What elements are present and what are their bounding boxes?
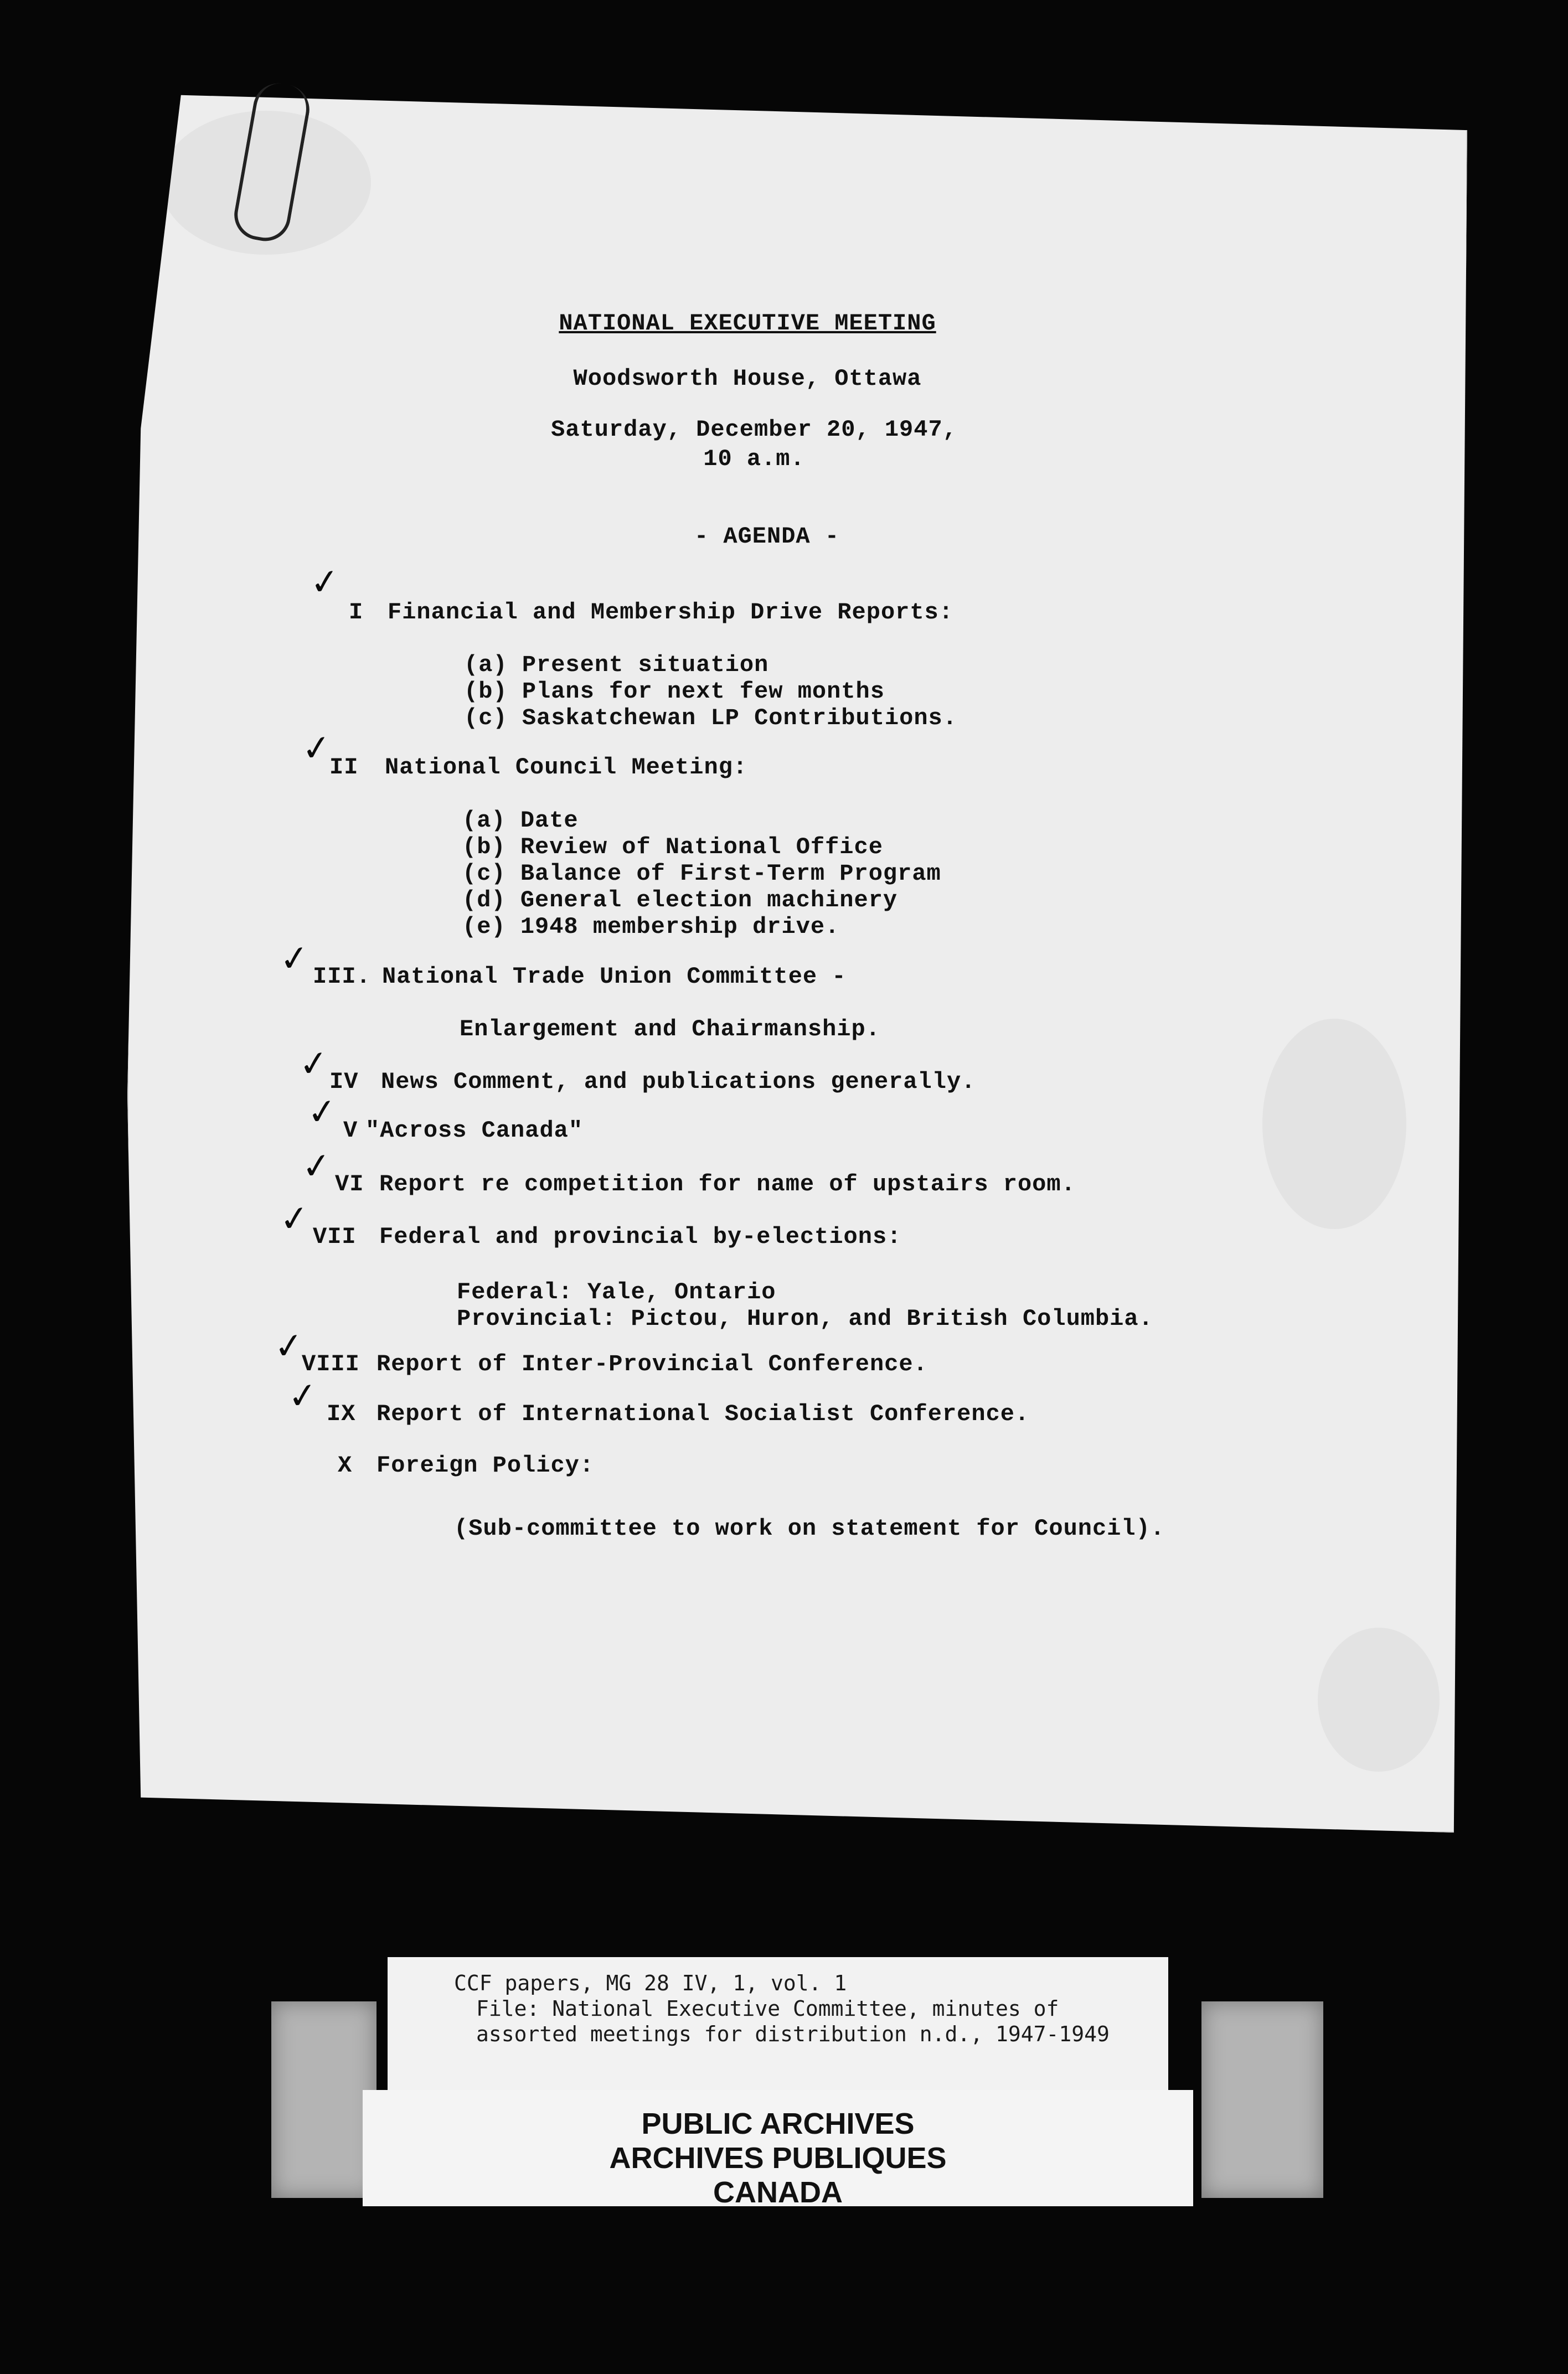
check-mark-icon: ✓ [272,1324,307,1369]
agenda-item-text: News Comment, and publications generally. [381,1069,976,1095]
agenda-numeral: I [349,599,364,626]
agenda-subitem: (b) Plans for next few months [464,678,885,705]
agenda-subitem: (a) Date [462,807,579,834]
agenda-item-text: "Across Canada" [365,1117,584,1144]
agenda-item-text: Report re competition for name of upstairs room. [379,1171,1076,1198]
agenda-numeral: VIII [302,1351,360,1377]
archive-stamp-line: CANADA [713,2176,843,2209]
agenda-numeral: V [343,1117,358,1144]
agenda-numeral: II [329,754,359,781]
meeting-date: Saturday, December 20, 1947, [551,416,957,443]
agenda-item-text: Report of International Socialist Conference. [376,1401,1030,1427]
agenda-subitem: (b) Review of National Office [462,834,883,860]
archive-stamp-line: ARCHIVES PUBLIQUES [609,2141,947,2175]
archive-label-tape-right [1201,2001,1323,2198]
agenda-subitem: (Sub-committee to work on statement for Council). [454,1515,1165,1542]
document-title: NATIONAL EXECUTIVE MEETING [559,310,936,337]
archive-label-tape-left [271,2001,376,2198]
meeting-time: 10 a.m. [703,446,805,472]
check-mark-icon: ✓ [300,726,334,771]
archive-label [271,1957,1323,2209]
agenda-numeral: IV [329,1069,359,1095]
archive-reference-line: assorted meetings for distribution n.d., 1947-1949 [476,2022,1110,2046]
archive-reference-line: CCF papers, MG 28 IV, 1, vol. 1 [454,1971,847,1995]
archive-stamp-line: PUBLIC ARCHIVES [641,2107,915,2140]
agenda-subitem: Federal: Yale, Ontario [457,1279,776,1305]
agenda-subitem: (d) General election machinery [462,887,898,914]
agenda-subitem: (a) Present situation [464,652,769,678]
agenda-item-text: Federal and provincial by-elections: [379,1224,902,1250]
check-mark-icon: ✓ [277,1197,312,1241]
check-mark-icon: ✓ [277,937,312,981]
archive-reference-line: File: National Executive Committee, minutes of [476,1996,1059,2021]
check-mark-icon: ✓ [286,1374,321,1418]
agenda-heading: - AGENDA - [694,523,840,550]
check-mark-icon: ✓ [300,1144,334,1189]
agenda-item-text: Financial and Membership Drive Reports: [388,599,953,626]
agenda-subitem: (c) Saskatchewan LP Contributions. [464,705,957,731]
agenda-item-text: Report of Inter-Provincial Conference. [376,1351,928,1377]
agenda-item-text: Foreign Policy: [376,1452,595,1479]
agenda-subitem: (e) 1948 membership drive. [462,914,840,940]
agenda-numeral: VII [313,1224,357,1250]
agenda-numeral: VI [335,1171,364,1198]
agenda-numeral: IX [327,1401,356,1427]
agenda-item-text: National Council Meeting: [385,754,748,781]
archive-reference-card [388,1957,1168,2093]
agenda-numeral: X [338,1452,353,1479]
agenda-item-text: National Trade Union Committee - [382,963,847,990]
agenda-subitem: (c) Balance of First-Term Program [462,860,941,887]
archive-stamp [363,2090,1193,2209]
agenda-subitem: Enlargement and Chairmanship. [460,1016,880,1043]
meeting-location: Woodsworth House, Ottawa [573,365,922,392]
check-mark-icon: ✓ [305,1090,340,1134]
check-mark-icon: ✓ [308,560,343,605]
agenda-numeral: III. [313,963,371,990]
agenda-subitem: Provincial: Pictou, Huron, and British Columbia. [457,1305,1153,1332]
check-mark-icon: ✓ [297,1042,332,1086]
